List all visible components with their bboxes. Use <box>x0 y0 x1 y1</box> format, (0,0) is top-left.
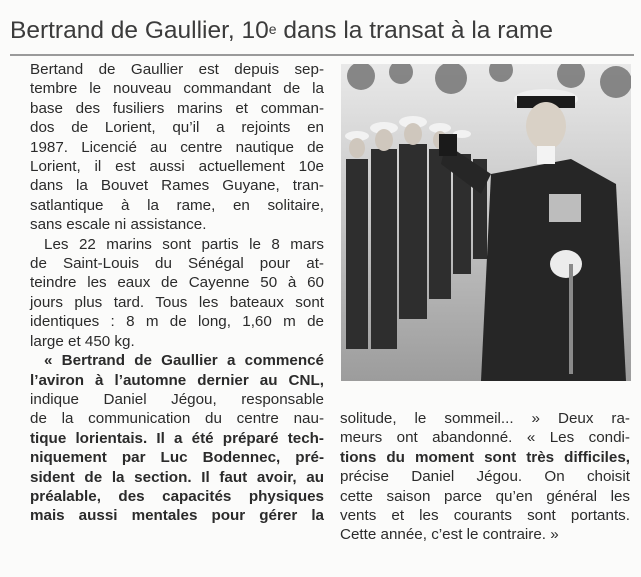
text-line: l’aviron à l’automne dernier au CNL, <box>30 371 324 389</box>
text-line: satlantique à la rame, en solitaire, <box>30 196 324 214</box>
text-line: de la communication du centre nau- <box>30 410 324 428</box>
text-line: mais aussi mentales pour gérer la <box>30 507 324 525</box>
paragraph-2 <box>30 235 324 351</box>
text-line: tions du moment sont très difficiles, <box>340 448 630 466</box>
text-line: précise Daniel Jégou. On choisit <box>340 468 630 486</box>
text-line: Bertand de Gaullier est depuis sep- <box>30 61 324 78</box>
right-column <box>340 409 630 545</box>
text-line: 1987. Licencié au centre nautique de <box>30 138 324 156</box>
text-line: sans escale ni assistance. <box>30 216 207 234</box>
text-line: indique Daniel Jégou, responsable <box>30 390 324 408</box>
text-line: préalable, des capacités physiques <box>30 487 324 505</box>
headline-main: Bertrand de Gaullier, 10 <box>10 17 269 44</box>
text-line: large et 450 kg. <box>30 332 135 350</box>
text-line: dans la Bouvet Rames Guyane, tran- <box>30 177 324 195</box>
headline-rule <box>10 54 634 56</box>
text-line: tique lorientais. Il a été préparé tech- <box>30 429 324 447</box>
text-line: Les 22 marins sont partis le 8 mars <box>44 235 324 253</box>
paragraph-3 <box>30 351 324 526</box>
article-headline <box>10 14 635 48</box>
headline-superscript: e <box>268 21 277 37</box>
text-line: Lorient, il est aussi actuellement 10e <box>30 158 324 176</box>
text-line: tembre le nouveau commandant de la <box>30 80 324 98</box>
paragraph-4 <box>340 409 630 545</box>
text-line: dos de Lorient, qu’il a rejoints en <box>30 119 324 137</box>
article-photo <box>341 64 631 381</box>
text-line: vents et les courants sont portants. <box>340 507 630 525</box>
text-line: niquement par Luc Bodennec, pré- <box>30 449 324 467</box>
photo-illustration <box>341 64 631 381</box>
text-line: sident de la section. Il faut avoir, au <box>30 468 324 486</box>
text-line: meurs ont abandonné. « Les condi- <box>340 429 630 447</box>
text-line: Cette année, c’est le contraire. » <box>340 526 559 544</box>
text-line: « Bertrand de Gaullier a commencé <box>44 352 324 370</box>
text-line: cette saison parce qu’en général les <box>340 487 630 505</box>
left-column <box>30 60 324 526</box>
headline-rest: dans la transat à la rame <box>276 17 554 44</box>
text-line <box>340 409 630 428</box>
paragraph-1 <box>30 60 324 235</box>
text-line: teindre les eaux de Cayenne 50 à 60 <box>30 274 324 292</box>
text-line: base des fusiliers marins et comman- <box>30 99 324 117</box>
text-line: jours plus tard. Tous les bateaux sont <box>30 293 324 311</box>
text-line-bold: solitude, le sommeil... » Deux ra- <box>340 410 630 427</box>
text-line: identiques : 8 m de long, 1,60 m de <box>30 313 324 331</box>
text-line: de Saint-Louis du Sénégal pour at- <box>30 255 324 273</box>
